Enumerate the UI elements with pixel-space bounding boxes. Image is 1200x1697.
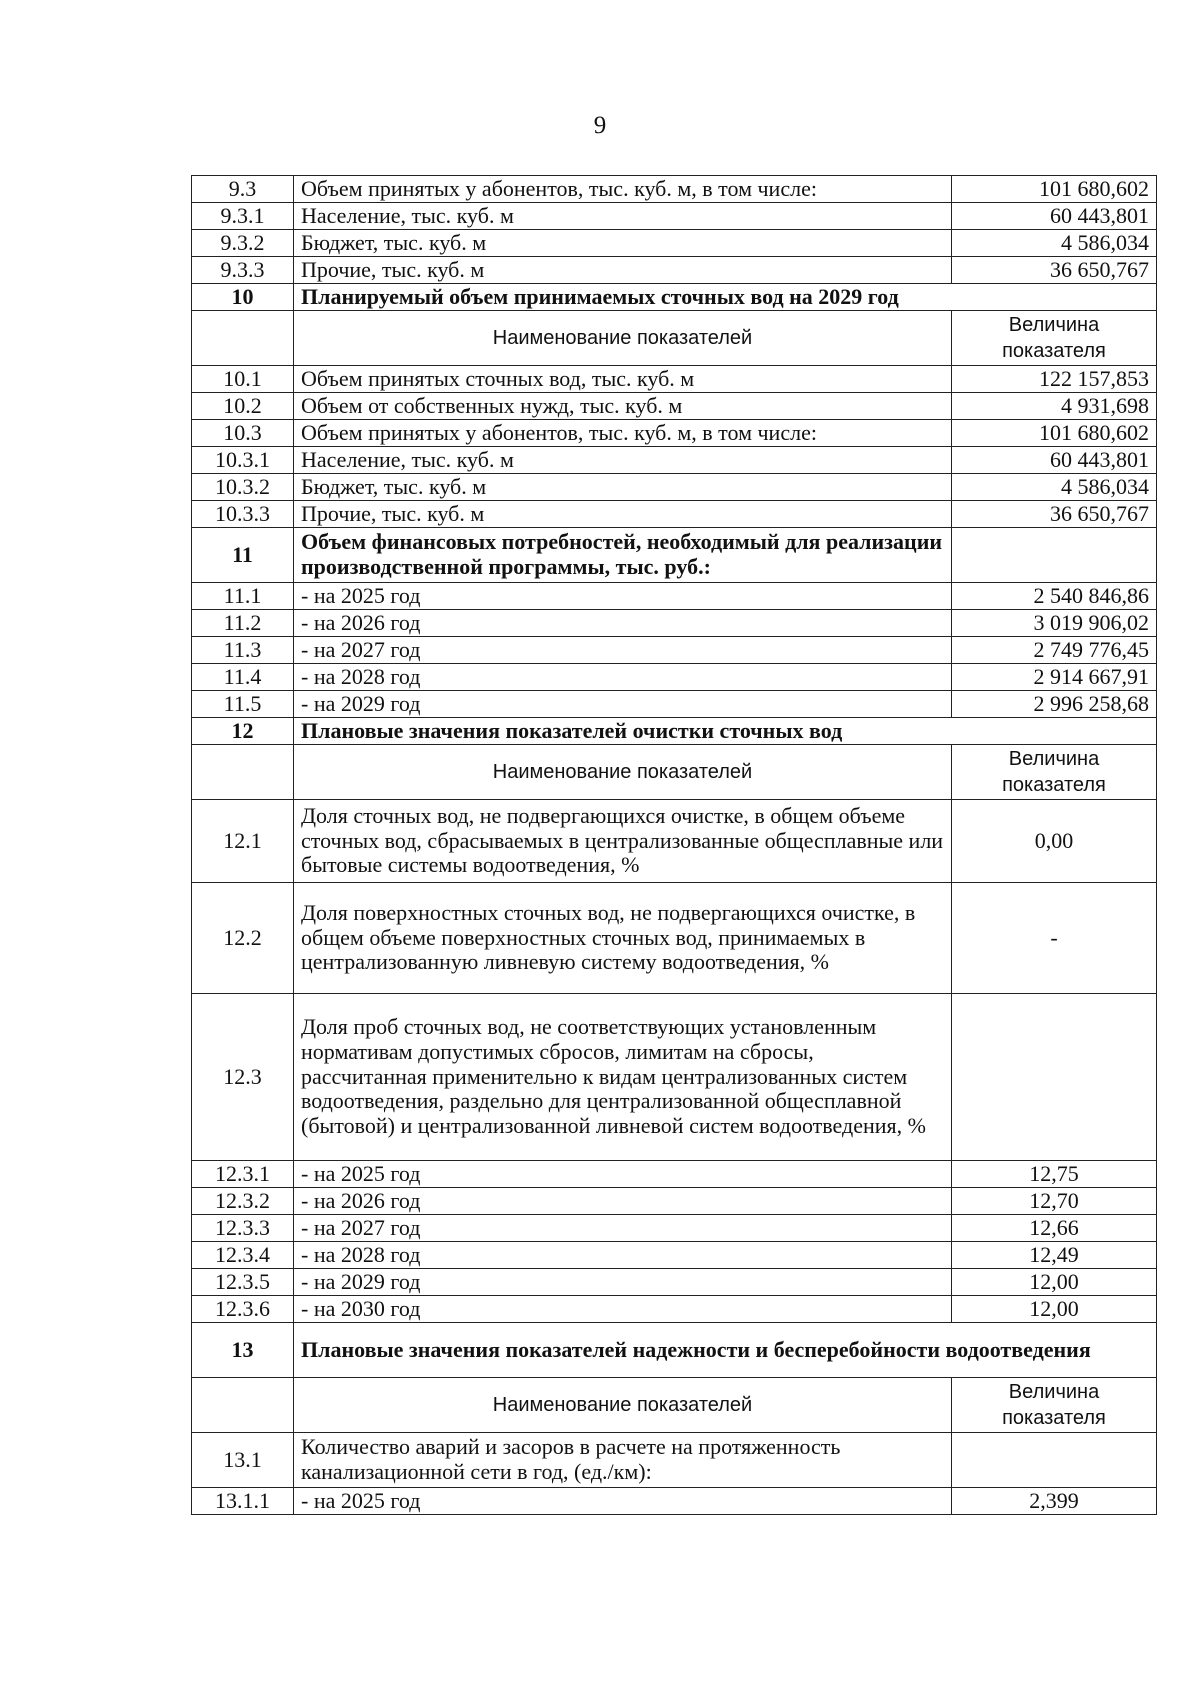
table-row <box>192 1433 1157 1488</box>
row-name: - на 2029 год <box>294 1269 952 1296</box>
table-row <box>192 203 1157 230</box>
section-number: 11 <box>192 528 294 583</box>
row-number: 10.3.3 <box>192 501 294 528</box>
section-heading-row <box>192 1323 1157 1378</box>
row-name: Бюджет, тыс. куб. м <box>294 474 952 501</box>
column-header-row <box>192 311 1157 366</box>
row-number: 10.3.2 <box>192 474 294 501</box>
row-number: 13.1 <box>192 1433 294 1488</box>
row-name: Доля проб сточных вод, не соответствующих установленным нормативам допустимых сбросов, лимитам на сбросы, рассчитанная применительно к видам централизованных систем водоотведения, раздельно для централизованной общесплавной (бытовой) и централизованной ливневой систем водоотведения, % <box>294 994 952 1161</box>
row-number: 12.3.5 <box>192 1269 294 1296</box>
row-name: Объем принятых у абонентов, тыс. куб. м, в том числе: <box>294 176 952 203</box>
table-row <box>192 583 1157 610</box>
row-value: 2 749 776,45 <box>952 637 1157 664</box>
row-value <box>952 994 1157 1161</box>
row-number: 12.3 <box>192 994 294 1161</box>
table-row <box>192 610 1157 637</box>
row-name: Население, тыс. куб. м <box>294 447 952 474</box>
row-value: 2 996 258,68 <box>952 691 1157 718</box>
row-number: 10.1 <box>192 366 294 393</box>
row-number: 10.3.1 <box>192 447 294 474</box>
row-number: 12.1 <box>192 800 294 883</box>
row-name: - на 2026 год <box>294 610 952 637</box>
section-title: Плановые значения показателей очистки сточных вод <box>294 718 1157 745</box>
row-number: 12.3.4 <box>192 1242 294 1269</box>
row-number: 11.1 <box>192 583 294 610</box>
table-row <box>192 447 1157 474</box>
row-number: 12.2 <box>192 883 294 994</box>
row-value: 3 019 906,02 <box>952 610 1157 637</box>
row-name: - на 2028 год <box>294 1242 952 1269</box>
empty-cell <box>192 311 294 366</box>
row-name: - на 2030 год <box>294 1296 952 1323</box>
row-value: 2 540 846,86 <box>952 583 1157 610</box>
column-header-value: Величина показателя <box>952 311 1157 366</box>
section-title: Плановые значения показателей надежности и бесперебойности водоотведения <box>294 1323 1157 1378</box>
row-name: Доля сточных вод, не подвергающихся очистке, в общем объеме сточных вод, сбрасываемых в централизованные общесплавные или бытовые системы водоотведения, % <box>294 800 952 883</box>
row-name: Прочие, тыс. куб. м <box>294 257 952 284</box>
row-number: 12.3.1 <box>192 1161 294 1188</box>
section-heading-row <box>192 284 1157 311</box>
row-name: Доля поверхностных сточных вод, не подвергающихся очистке, в общем объеме поверхностных сточных вод, принимаемых в централизованную ливневую систему водоотведения, % <box>294 883 952 994</box>
column-header-name: Наименование показателей <box>294 311 952 366</box>
row-name: Количество аварий и засоров в расчете на протяженность канализационной сети в год, (ед./км): <box>294 1433 952 1488</box>
section-number: 12 <box>192 718 294 745</box>
column-header-row <box>192 1378 1157 1433</box>
table-row <box>192 393 1157 420</box>
row-value: 60 443,801 <box>952 447 1157 474</box>
row-number: 12.3.2 <box>192 1188 294 1215</box>
section-number: 13 <box>192 1323 294 1378</box>
row-value: 36 650,767 <box>952 257 1157 284</box>
row-value: 12,70 <box>952 1188 1157 1215</box>
row-name: - на 2025 год <box>294 583 952 610</box>
column-header-name: Наименование показателей <box>294 1378 952 1433</box>
row-value: 0,00 <box>952 800 1157 883</box>
table-row <box>192 800 1157 883</box>
table-row <box>192 883 1157 994</box>
table-row <box>192 1269 1157 1296</box>
table-row <box>192 474 1157 501</box>
column-header-name: Наименование показателей <box>294 745 952 800</box>
indicators-table <box>191 175 1157 1515</box>
column-header-value: Величина показателя <box>952 1378 1157 1433</box>
table-row <box>192 257 1157 284</box>
row-value: 12,66 <box>952 1215 1157 1242</box>
row-value: 4 586,034 <box>952 474 1157 501</box>
row-value: 12,75 <box>952 1161 1157 1188</box>
table-row <box>192 230 1157 257</box>
row-number: 13.1.1 <box>192 1488 294 1515</box>
row-value <box>952 1433 1157 1488</box>
table-row <box>192 420 1157 447</box>
row-name: Объем от собственных нужд, тыс. куб. м <box>294 393 952 420</box>
row-name: Объем принятых у абонентов, тыс. куб. м, в том числе: <box>294 420 952 447</box>
table-row <box>192 1215 1157 1242</box>
row-value: 12,49 <box>952 1242 1157 1269</box>
section-title: Планируемый объем принимаемых сточных вод на 2029 год <box>294 284 1157 311</box>
row-name: - на 2025 год <box>294 1161 952 1188</box>
page-number: 9 <box>593 112 607 139</box>
table-row <box>192 1296 1157 1323</box>
empty-cell <box>192 745 294 800</box>
row-number: 10.3 <box>192 420 294 447</box>
row-name: Бюджет, тыс. куб. м <box>294 230 952 257</box>
column-header-row <box>192 745 1157 800</box>
section-title: Объем финансовых потребностей, необходимый для реализации производственной программы, тыс. руб.: <box>294 528 952 583</box>
row-number: 12.3.3 <box>192 1215 294 1242</box>
row-value: 2 914 667,91 <box>952 664 1157 691</box>
section-number: 10 <box>192 284 294 311</box>
row-number: 9.3.3 <box>192 257 294 284</box>
table-row <box>192 637 1157 664</box>
row-value: 101 680,602 <box>952 176 1157 203</box>
row-value: 4 586,034 <box>952 230 1157 257</box>
row-number: 11.5 <box>192 691 294 718</box>
row-value: 12,00 <box>952 1269 1157 1296</box>
row-value: 12,00 <box>952 1296 1157 1323</box>
section-heading-row <box>192 528 1157 583</box>
table-row <box>192 1242 1157 1269</box>
empty-cell <box>952 528 1157 583</box>
table-row <box>192 1161 1157 1188</box>
empty-cell <box>192 1378 294 1433</box>
row-name: - на 2025 год <box>294 1488 952 1515</box>
table-row <box>192 366 1157 393</box>
row-name: Прочие, тыс. куб. м <box>294 501 952 528</box>
row-name: - на 2029 год <box>294 691 952 718</box>
row-number: 9.3.2 <box>192 230 294 257</box>
row-value: 2,399 <box>952 1488 1157 1515</box>
row-number: 12.3.6 <box>192 1296 294 1323</box>
table-row <box>192 664 1157 691</box>
row-value: 101 680,602 <box>952 420 1157 447</box>
table-row <box>192 1188 1157 1215</box>
row-name: - на 2026 год <box>294 1188 952 1215</box>
row-number: 10.2 <box>192 393 294 420</box>
row-number: 11.2 <box>192 610 294 637</box>
row-value: 122 157,853 <box>952 366 1157 393</box>
row-value: - <box>952 883 1157 994</box>
table-row <box>192 1488 1157 1515</box>
row-name: Объем принятых сточных вод, тыс. куб. м <box>294 366 952 393</box>
table-row <box>192 994 1157 1161</box>
row-number: 11.3 <box>192 637 294 664</box>
row-number: 9.3 <box>192 176 294 203</box>
table-row <box>192 691 1157 718</box>
row-name: - на 2027 год <box>294 637 952 664</box>
row-value: 36 650,767 <box>952 501 1157 528</box>
row-name: Население, тыс. куб. м <box>294 203 952 230</box>
section-heading-row <box>192 718 1157 745</box>
row-number: 11.4 <box>192 664 294 691</box>
row-value: 4 931,698 <box>952 393 1157 420</box>
row-name: - на 2028 год <box>294 664 952 691</box>
column-header-value: Величина показателя <box>952 745 1157 800</box>
table-row <box>192 501 1157 528</box>
row-number: 9.3.1 <box>192 203 294 230</box>
row-value: 60 443,801 <box>952 203 1157 230</box>
row-name: - на 2027 год <box>294 1215 952 1242</box>
table-row <box>192 176 1157 203</box>
